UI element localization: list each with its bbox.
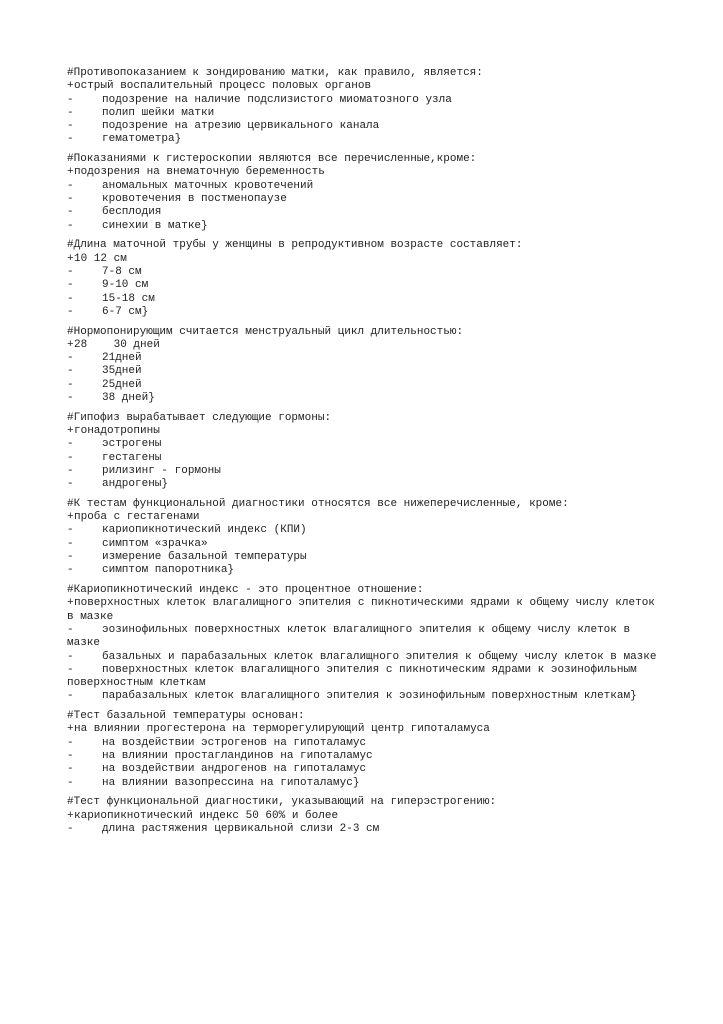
answer-marker: +: [67, 511, 74, 524]
answer-marker: -: [67, 365, 74, 378]
answer-option: [67, 133, 667, 146]
answer-marker: -: [67, 219, 74, 232]
answer-text: андрогены}: [102, 478, 169, 491]
answer-option: [67, 293, 667, 306]
answer-marker: -: [67, 822, 74, 835]
answer-text: полип шейки матки: [102, 106, 215, 119]
answer-text: синехии в матке}: [102, 219, 208, 232]
answer-marker: +: [67, 252, 74, 265]
answer-option: [67, 392, 667, 405]
answer-marker: -: [67, 93, 74, 106]
answer-text: на влиянии прогестерона на терморегулирующий центр гипоталамуса: [74, 723, 490, 736]
correct-answer-option: [67, 80, 667, 93]
answer-text: на воздействии эстрогенов на гипоталамус: [102, 736, 367, 749]
answer-option: [67, 690, 667, 703]
answer-text: 28 30 дней: [74, 338, 160, 351]
answer-text: 15-18 см: [102, 292, 155, 305]
answer-marker: +: [67, 80, 74, 93]
answer-option: [67, 266, 667, 279]
correct-answer-option: [67, 597, 667, 624]
answer-text: рилизинг - гормоны: [102, 464, 221, 477]
answer-option: [67, 193, 667, 206]
answer-option: [67, 120, 667, 133]
answer-text: 7-8 см: [102, 265, 142, 278]
correct-answer-option: [67, 810, 667, 823]
answer-marker: -: [67, 763, 74, 776]
answer-text: поверхностных клеток влагалищного эпителия с пикнотическими ядрами к общему числу клеток в мазке: [67, 597, 662, 623]
answer-text: аномальных маточных кровотечений: [102, 179, 314, 192]
answer-marker: -: [67, 106, 74, 119]
answer-marker: +: [67, 424, 74, 437]
answer-text: 10 12 см: [74, 252, 127, 265]
answer-marker: -: [67, 749, 74, 762]
answer-marker: +: [67, 723, 74, 736]
answer-option: [67, 180, 667, 193]
answer-option: [67, 352, 667, 365]
answer-marker: -: [67, 690, 74, 703]
correct-answer-option: [67, 425, 667, 438]
answer-option: [67, 465, 667, 478]
answer-text: на влиянии простагландинов на гипоталамус: [102, 749, 373, 762]
answer-text: проба с гестагенами: [74, 511, 200, 524]
answer-option: [67, 379, 667, 392]
answer-option: [67, 651, 667, 664]
answer-option: [67, 365, 667, 378]
answer-marker: -: [67, 736, 74, 749]
question-text: #Длина маточной трубы у женщины в репродуктивном возрасте составляет:: [67, 239, 523, 252]
answer-text: эстрогены: [102, 438, 162, 451]
answer-option: [67, 750, 667, 763]
answer-marker: -: [67, 478, 74, 491]
question-block: [67, 326, 667, 406]
answer-option: [67, 737, 667, 750]
test-questions-list: [67, 67, 667, 843]
question-block: [67, 710, 667, 790]
question-block: [67, 412, 667, 492]
answer-option: [67, 306, 667, 319]
answer-marker: -: [67, 663, 74, 676]
answer-marker: -: [67, 206, 74, 219]
answer-marker: -: [67, 650, 74, 663]
answer-text: поверхностных клеток влагалищного эпителия с пикнотическим ядрами к эозинофильным поверхностным клеткам: [67, 663, 644, 690]
answer-option: [67, 564, 667, 577]
question-block: [67, 239, 667, 319]
answer-text: 35дней: [102, 365, 142, 378]
answer-option: [67, 206, 667, 219]
answer-text: длина растяжения цервикальной слизи 2-3 см: [102, 822, 380, 835]
answer-text: кариопикнотический индекс (КПИ): [102, 524, 307, 537]
question-text: #Тест базальной температуры основан:: [67, 710, 305, 723]
answer-text: кровотечения в постменопаузе: [102, 193, 287, 206]
answer-option: [67, 452, 667, 465]
answer-marker: -: [67, 305, 74, 318]
answer-option: [67, 478, 667, 491]
answer-option: [67, 823, 667, 836]
correct-answer-option: [67, 723, 667, 736]
answer-marker: -: [67, 120, 74, 133]
correct-answer-option: [67, 511, 667, 524]
answer-option: [67, 524, 667, 537]
question-text: #Показаниями к гистероскопии являются все перечисленные,кроме:: [67, 153, 477, 166]
answer-text: на влиянии вазопрессина на гипоталамус}: [102, 776, 360, 789]
answer-text: подозрения на внематочную беременность: [74, 166, 325, 179]
answer-marker: -: [67, 623, 74, 636]
answer-text: на воздействии андрогенов на гипоталамус: [102, 763, 367, 776]
question-block: [67, 584, 667, 704]
answer-marker: -: [67, 537, 74, 550]
answer-marker: +: [67, 597, 74, 610]
correct-answer-option: [67, 339, 667, 352]
answer-text: гематометра}: [102, 133, 182, 146]
answer-option: [67, 551, 667, 564]
answer-text: 38 дней}: [102, 392, 155, 404]
answer-marker: +: [67, 809, 74, 822]
answer-text: 9-10 см: [102, 279, 149, 292]
question-block: [67, 67, 667, 147]
answer-option: [67, 220, 667, 233]
answer-text: измерение базальной температуры: [102, 551, 307, 564]
answer-text: бесплодия: [102, 206, 162, 219]
answer-marker: -: [67, 551, 74, 564]
answer-text: гонадотропины: [74, 424, 160, 437]
answer-marker: -: [67, 292, 74, 305]
question-text: #Кариопикнотический индекс - это процентное отношение:: [67, 584, 424, 597]
answer-text: подозрение на атрезию цервикального канала: [102, 120, 380, 133]
answer-text: острый воспалительный процесс половых органов: [74, 80, 372, 93]
answer-marker: -: [67, 438, 74, 451]
question-text: #Гипофиз вырабатывает следующие гормоны:: [67, 411, 332, 424]
question-text: #К тестам функциональной диагностики относятся все нижеперечисленные, кроме:: [67, 497, 569, 510]
answer-option: [67, 279, 667, 292]
answer-marker: -: [67, 524, 74, 537]
answer-marker: +: [67, 338, 74, 351]
answer-option: [67, 777, 667, 790]
correct-answer-option: [67, 253, 667, 266]
answer-text: подозрение на наличие подслизистого миоматозного узла: [102, 93, 452, 106]
answer-option: [67, 763, 667, 776]
question-block: [67, 498, 667, 578]
answer-text: эозинофильных поверхностных клеток влагалищного эпителия к общему числу клеток в мазке: [67, 623, 637, 650]
question-block: [67, 153, 667, 233]
answer-text: 6-7 см}: [102, 305, 149, 318]
answer-text: симптом папоротника}: [102, 564, 235, 577]
answer-option: [67, 107, 667, 120]
answer-marker: -: [67, 451, 74, 464]
correct-answer-option: [67, 166, 667, 179]
answer-marker: -: [67, 265, 74, 278]
answer-text: базальных и парабазальных клеток влагалищного эпителия к общему числу клеток в мазке: [102, 650, 657, 663]
answer-text: гестагены: [102, 451, 162, 464]
answer-option: [67, 94, 667, 107]
answer-option: [67, 624, 667, 651]
answer-text: парабазальных клеток влагалищного эпителия к эозинофильным поверхностным клеткам}: [102, 690, 637, 703]
answer-marker: -: [67, 464, 74, 477]
answer-marker: -: [67, 133, 74, 146]
answer-marker: -: [67, 776, 74, 789]
answer-marker: -: [67, 179, 74, 192]
answer-text: 25дней: [102, 378, 142, 391]
answer-option: [67, 538, 667, 551]
answer-option: [67, 438, 667, 451]
question-text: #Нормопонирующим считается менструальный цикл длительностью:: [67, 325, 464, 338]
answer-marker: -: [67, 352, 74, 365]
answer-marker: -: [67, 564, 74, 577]
answer-marker: -: [67, 378, 74, 391]
question-block: [67, 796, 667, 836]
answer-marker: -: [67, 392, 74, 404]
answer-marker: -: [67, 193, 74, 206]
answer-option: [67, 664, 667, 691]
answer-text: симптом «зрачка»: [102, 537, 208, 550]
answer-text: 21дней: [102, 352, 142, 365]
answer-marker: -: [67, 279, 74, 292]
answer-marker: +: [67, 166, 74, 179]
question-text: #Тест функциональной диагностики, указывающий на гиперэстрогению:: [67, 796, 497, 809]
question-text: #Противопоказанием к зондированию матки, как правило, является:: [67, 67, 483, 79]
answer-text: кариопикнотический индекс 50 60% и более: [74, 809, 339, 822]
